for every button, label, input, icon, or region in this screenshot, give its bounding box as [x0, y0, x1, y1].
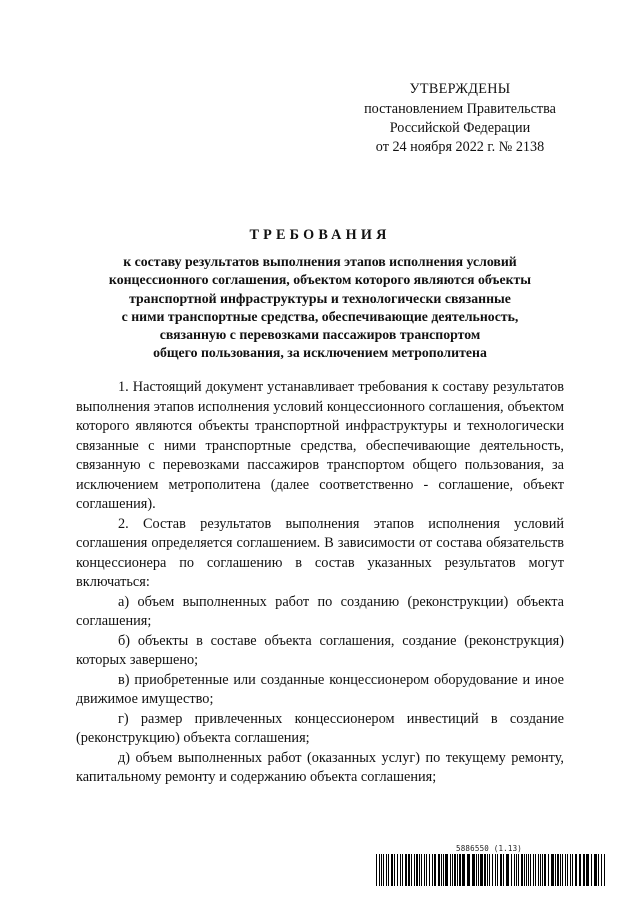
- document-title: ТРЕБОВАНИЯ: [249, 227, 391, 243]
- approval-date-number: от 24 ноября 2022 г. № 2138: [375, 139, 545, 155]
- approval-decree-line: постановлением Правительства: [364, 101, 556, 117]
- approval-country-line: Российской Федерации: [389, 120, 531, 136]
- list-item-b: б) объекты в составе объекта соглашения, создание (реконструкция) которых завершено;: [76, 632, 564, 668]
- subtitle-line: с ними транспортные средства, обеспечивающие деятельность,: [121, 308, 519, 324]
- document-barcode: [376, 844, 608, 888]
- subtitle-line: транспортной инфраструктуры и технологически связанные: [129, 290, 511, 306]
- subtitle-line: общего пользования, за исключением метрополитена: [153, 345, 487, 361]
- approval-block: [340, 80, 580, 157]
- paragraph-2: 2. Состав результатов выполнения этапов исполнения условий соглашения определяется соглашением. В зависимости от состава обязательств концессионера по соглашению в состав указанных результатов могут включаться:: [76, 515, 564, 590]
- approval-heading: УТВЕРЖДЕНЫ: [409, 81, 511, 97]
- list-item-g: г) размер привлеченных концессионером инвестиций в создание (реконструкцию) объекта соглашения;: [76, 710, 564, 746]
- list-item-a: а) объем выполненных работ по созданию (реконструкции) объекта соглашения;: [76, 593, 564, 629]
- list-item-v: в) приобретенные или созданные концессионером оборудование и иное движимое имущество;: [76, 671, 564, 707]
- subtitle-line: концессионного соглашения, объектом которого являются объекты: [108, 272, 532, 288]
- document-body: [76, 378, 564, 788]
- subtitle-line: связанную с перевозками пассажиров транспортом: [159, 327, 481, 343]
- barcode-label: 5886550 (1.13): [456, 844, 523, 853]
- paragraph-1: 1. Настоящий документ устанавливает требования к составу результатов выполнения этапов исполнения условий концессионного соглашения, объектом которого являются объекты транспортной инфраструктуры и технологически связанные с ними транспортные средства, обеспечивающие деятельность, связанную с перевозками пассажиров транспортом общего пользования, за исключением метрополитена (далее соответственно - соглашение, объект соглашения).: [76, 379, 564, 512]
- subtitle-line: к составу результатов выполнения этапов исполнения условий: [123, 254, 517, 269]
- list-item-d: д) объем выполненных работ (оказанных услуг) по текущему ремонту, капитальному ремонту и содержанию объекта соглашения;: [76, 749, 564, 785]
- barcode-icon: [376, 854, 608, 886]
- document-subtitle: [60, 253, 580, 363]
